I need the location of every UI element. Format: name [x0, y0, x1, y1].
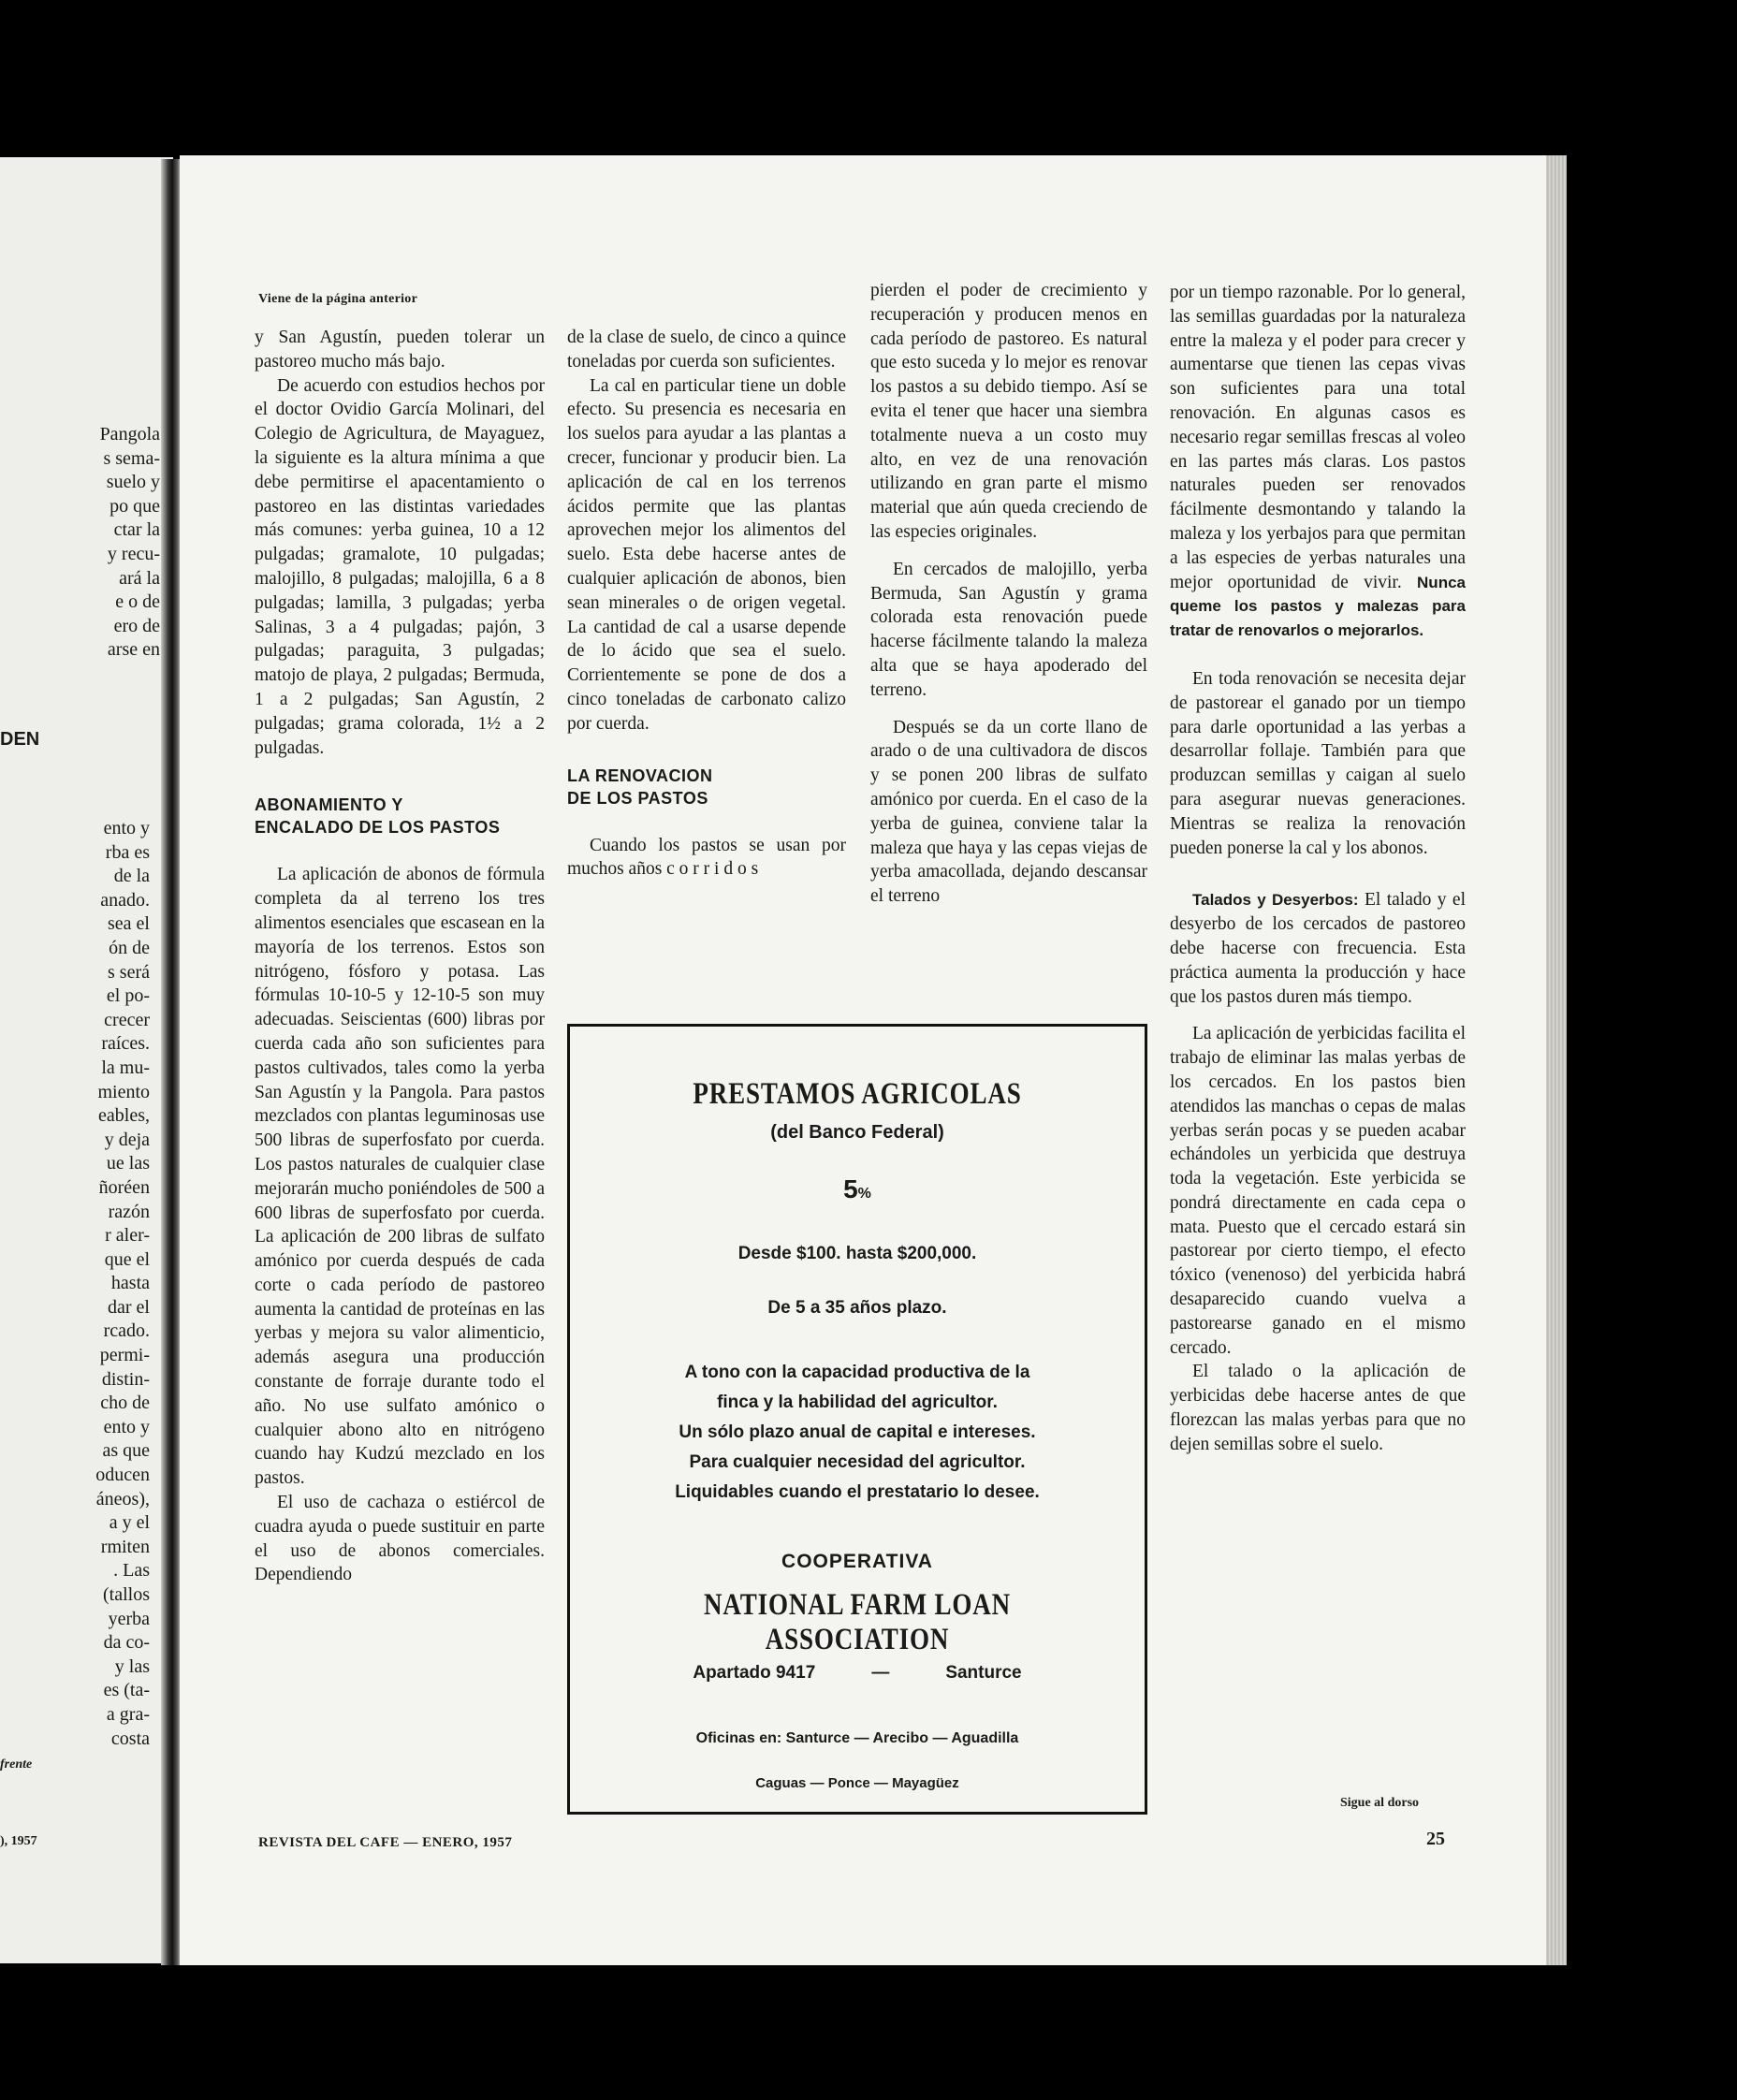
text-line: razón: [108, 1201, 150, 1222]
ad-terms-line: A tono con la capacidad productiva de la: [684, 1363, 1030, 1382]
paragraph-text: El talado y el desyerbo de los cercados de pastoreo debe hacerse con frecuencia. Esta práctica aumenta la producción y hace que los pastos duren más tiempo.: [1170, 890, 1466, 1007]
paragraph: pierden el poder de crecimiento y recuperación y producen menos en cada período de pastoreo. Es natural que esto suceda y lo mejor es renovar los pastos a su debido tiempo. Así se evita el tener que hacer una siembra totalmente nueva a un costo muy alto, en vez de una renovación utilizando en gran parte el mismo material que aún queda creciendo de las especies originales.: [870, 281, 1147, 542]
previous-page: [0, 157, 173, 1963]
paragraph-text: por un tiempo razonable. Por lo general, las semillas guardadas por la naturaleza entre la maleza y el poder para crecer y aumentarse que tienen las cepas vivas son suficientes para una total renovación. En algunas casos es necesario regar semillas frescas al voleo en las partes más claras. Los pastos naturales pueden ser renovados fácilmente desmontando y talando la maleza y los yerbajos para que permitan a las especies de yerbas naturales una mejor oportunidad de vivir.: [1170, 283, 1466, 592]
text-line: a gra-: [106, 1703, 150, 1725]
column-4: [1170, 281, 1466, 1457]
text-line: arse en: [107, 639, 160, 661]
continued-label: Sigue al dorso: [1340, 1796, 1420, 1810]
text-line: eables,: [98, 1105, 150, 1127]
section-heading-line: ENCALADO DE LOS PASTOS: [255, 818, 501, 838]
ad-po-box: Apartado 9417: [693, 1663, 816, 1683]
paragraph: En cercados de malojillo, yerba Bermuda, San Agustín y grama colorada esta renovación puede hacerse fácilmente talando la maleza alta que se haya apoderado del terreno.: [870, 559, 1147, 700]
ad-address: [570, 1663, 1145, 1684]
ad-terms-line: Para cualquier necesidad del agricultor.: [689, 1452, 1026, 1472]
ad-loan-term: De 5 a 35 años plazo.: [767, 1298, 947, 1318]
ad-terms: [570, 1358, 1145, 1508]
paragraph: La aplicación de yerbicidas facilita el trabajo de eliminar las malas yerbas de los cercados. En los pastos bien atendidos las manchas o cepas de malas yerbas serán pocas y se pueden acabar echándoles un yerbicida que destruya toda la vegetación. Este yerbicida se pondrá directamente en cada cepa o mata. Puesto que el cercado estará sin pastorear por cierto tiempo, el efecto tóxico (venenoso) del yerbicida habrá desaparecido cuando vuelva a pastorearse ganado en el mismo cercado.: [1170, 1024, 1466, 1358]
text-line: ento y: [103, 1416, 150, 1437]
text-line: a y el: [109, 1512, 150, 1534]
text-line: ue las: [106, 1153, 150, 1174]
text-line: de la: [113, 866, 150, 887]
page-number: 25: [1426, 1829, 1445, 1849]
text-line: . Las: [113, 1560, 150, 1582]
ad-offices-line: Caguas — Ponce — Mayagüez: [755, 1775, 959, 1791]
paragraph: y San Agustín, pueden tolerar un pastoreo mucho más bajo.: [255, 328, 545, 372]
magazine-page: [180, 155, 1546, 1965]
text-line: ento y: [103, 818, 150, 839]
column-1: [255, 326, 545, 1587]
paragraph: La cal en particular tiene un doble efecto. Su presencia es necesaria en los suelos para ayudar a las plantas a crecer, funcionar y producir bien. La aplicación de cal en los terrenos ácidos permite que las plantas aprovechen mejor los alimentos del suelo. Esta debe hacerse antes de cualquier aplicación de abonos, bien sean minerales o de origen vegetal. La cantidad de cal a usarse depende de lo ácido que sea el suelo. Corrientemente se pone de dos a cinco toneladas de carbonato calizo por cuerda.: [567, 375, 846, 734]
text-line: y recu-: [107, 543, 160, 564]
text-line: Pangola: [99, 424, 160, 445]
text-line: sea el: [108, 913, 150, 935]
ad-offices-line: Oficinas en: Santurce — Arecibo — Aguadilla: [695, 1730, 1019, 1746]
text-line: yerba: [108, 1608, 150, 1629]
paragraph: Cuando los pastos se usan por muchos años c o r r i d o s: [567, 835, 846, 880]
ad-cooperative-label: COOPERATIVA: [781, 1551, 933, 1572]
text-line: que el: [104, 1248, 150, 1270]
text-line: ero de: [113, 615, 160, 636]
text-line: hasta: [110, 1273, 150, 1294]
text-line: ñoréen: [98, 1176, 150, 1198]
ad-terms-line: finca y la habilidad del agricultor.: [717, 1393, 998, 1412]
paragraph: El talado o la aplicación de yerbicidas debe hacerse antes de que florezcan las malas yerbas para que no dejen semillas sobre el suelo.: [1170, 1362, 1466, 1454]
text-line: s sema-: [103, 447, 160, 469]
continued-from-label: Viene de la página anterior: [258, 292, 418, 306]
text-line: oducen: [95, 1465, 150, 1486]
book-binding: [161, 159, 182, 1965]
previous-page-text-top: [6, 422, 160, 662]
text-line: ón de: [109, 937, 150, 958]
text-line: r aler-: [105, 1225, 150, 1247]
text-line: (tallos: [103, 1584, 150, 1605]
section-heading-line: DE LOS PASTOS: [567, 788, 708, 808]
section-heading: [567, 765, 846, 809]
ad-title: PRESTAMOS AGRICOLAS: [693, 1077, 1022, 1111]
section-heading: [255, 794, 545, 839]
section-heading-line: ABONAMIENTO Y: [255, 795, 403, 815]
text-line: costa: [110, 1728, 150, 1749]
advertisement-box: [567, 1024, 1147, 1815]
text-line: rcado.: [103, 1320, 150, 1342]
ad-address-dash: —: [871, 1663, 890, 1683]
text-line: permi-: [99, 1345, 150, 1366]
text-line: es (ta-: [103, 1680, 150, 1701]
rate-unit: %: [857, 1186, 871, 1202]
text-line: dar el: [108, 1296, 150, 1318]
run-in-heading: Talados y Desyerbos:: [1192, 891, 1359, 910]
text-line: po que: [109, 495, 160, 517]
text-line: ará la: [119, 567, 160, 589]
paragraph: La aplicación de abonos de fórmula completa da al terreno los tres alimentos esenciales que escasean en la mayoría de los terrenos. Estos son nitrógeno, fósforo y potasa. Las fórmulas 10-10-5 y 12-10-5 son muy adecuadas. Seiscientas (600) libras por cuerda cada año son suficientes para pastos cultivados, tales como la yerba San Agustín y la Pangola. Para pastos mezclados con plantas leguminosas use 500 libras de superfosfato por cuerda. Los pastos naturales de cualquier clase mejorarán mucho poniéndoles de 500 a 600 libras de superfosfato por cuerda. La aplicación de 200 libras de sulfato amónico por cuerda después de cada corte o cada período de pastoreo aumenta la cantidad de proteínas en las yerbas y mejora su valor alimenticio, además asegura una producción constante de forraje durante todo el año. No use sulfato amónico o cualquier abono alto en nitrógeno cuando hay Kudzú mezclado en los pastos.: [255, 865, 545, 1489]
text-line: crecer: [104, 1009, 150, 1030]
ad-interest-rate: [570, 1174, 1145, 1204]
text-line: raíces.: [101, 1033, 150, 1055]
previous-page-heading-fragment: DEN: [0, 729, 40, 750]
paragraph: [1170, 281, 1466, 643]
text-line: y las: [114, 1655, 150, 1677]
bold-warning: Nunca queme los pastos y malezas para tratar de renovarlos o mejorarlos.: [1170, 573, 1466, 640]
section-heading-line: LA RENOVACION: [567, 766, 713, 785]
text-line: la mu-: [101, 1057, 150, 1078]
text-line: da co-: [103, 1632, 150, 1654]
ad-subtitle: (del Banco Federal): [770, 1122, 944, 1143]
paragraph: En toda renovación se necesita dejar de pastorear el ganado por un tiempo para darle oportunidad a las yerbas a desarrollar follaje. También para que produzcan semillas y caigan al suelo para asegurar nuevas generaciones. Mientras se realiza la renovación pueden ponerse la cal y los abonos.: [1170, 668, 1466, 858]
paragraph: Después se da un corte llano de arado o de una cultivadora de discos y se ponen 200 libras de sulfato amónico por cuerda. En el caso de la yerba de guinea, conviene talar la maleza que haya y las cepas viejas de yerba amacollada, dejando descansar el terreno: [870, 717, 1147, 907]
text-line: rmiten: [100, 1536, 150, 1557]
ad-terms-line: Un sólo plazo anual de capital e intereses.: [679, 1422, 1036, 1442]
text-line: miento: [97, 1081, 150, 1102]
previous-page-footnote-fragment: frente: [0, 1757, 33, 1772]
ad-loan-range: Desde $100. hasta $200,000.: [737, 1244, 977, 1263]
text-line: anado.: [100, 889, 150, 911]
ad-association-name: NATIONAL FARM LOAN ASSOCIATION: [704, 1588, 1011, 1656]
paragraph: De acuerdo con estudios hechos por el doctor Ovidio García Molinari, del Colegio de Agricultura, de Mayaguez, la siguiente es la altura mínima a que debe permitirse el apacentamiento o pastoreo en las distintas variedades más comunes: yerba guinea, 10 a 12 pulgadas; gramalote, 10 pulgadas; malojillo, 8 pulgadas; malojilla, 6 a 8 pulgadas; lamilla, 3 pulgadas; yerba Salinas, 3 a 4 pulgadas; pajón, 3 pulgadas; paraguita, 3 pulgadas; matojo de playa, 2 pulgadas; Bermuda, 1 a 2 pulgadas; San Agustín, 2 pulgadas; grama colorada, 1½ a 2 pulgadas.: [255, 375, 545, 758]
column-2: [567, 326, 846, 882]
column-3: [870, 279, 1147, 909]
publication-footer: REVISTA DEL CAFE — ENERO, 1957: [258, 1835, 513, 1850]
page-edges: [1546, 155, 1567, 1965]
text-line: as que: [102, 1440, 150, 1462]
text-line: el po-: [106, 985, 150, 1007]
text-line: rba es: [105, 841, 150, 863]
paragraph: [1170, 888, 1466, 1009]
text-line: cho de: [100, 1393, 150, 1414]
ad-terms-line: Liquidables cuando el prestatario lo desee.: [675, 1482, 1040, 1502]
text-line: distin-: [101, 1368, 150, 1390]
paragraph: de la clase de suelo, de cinco a quince toneladas por cuerda son suficientes.: [567, 328, 846, 372]
text-line: e o de: [115, 591, 160, 613]
text-line: ctar la: [113, 519, 160, 541]
ad-city: Santurce: [945, 1663, 1022, 1683]
rate-value: 5: [843, 1174, 858, 1203]
text-line: y deja: [104, 1129, 150, 1150]
previous-page-date-fragment: ), 1957: [0, 1834, 37, 1848]
text-line: suelo y: [106, 472, 160, 493]
previous-page-text-mid: [0, 817, 150, 1751]
paragraph: El uso de cachaza o estiércol de cuadra ayuda o puede sustituir en parte el uso de abonos comerciales. Dependiendo: [255, 1493, 545, 1585]
text-line: áneos),: [95, 1488, 150, 1509]
text-line: s será: [108, 961, 150, 983]
